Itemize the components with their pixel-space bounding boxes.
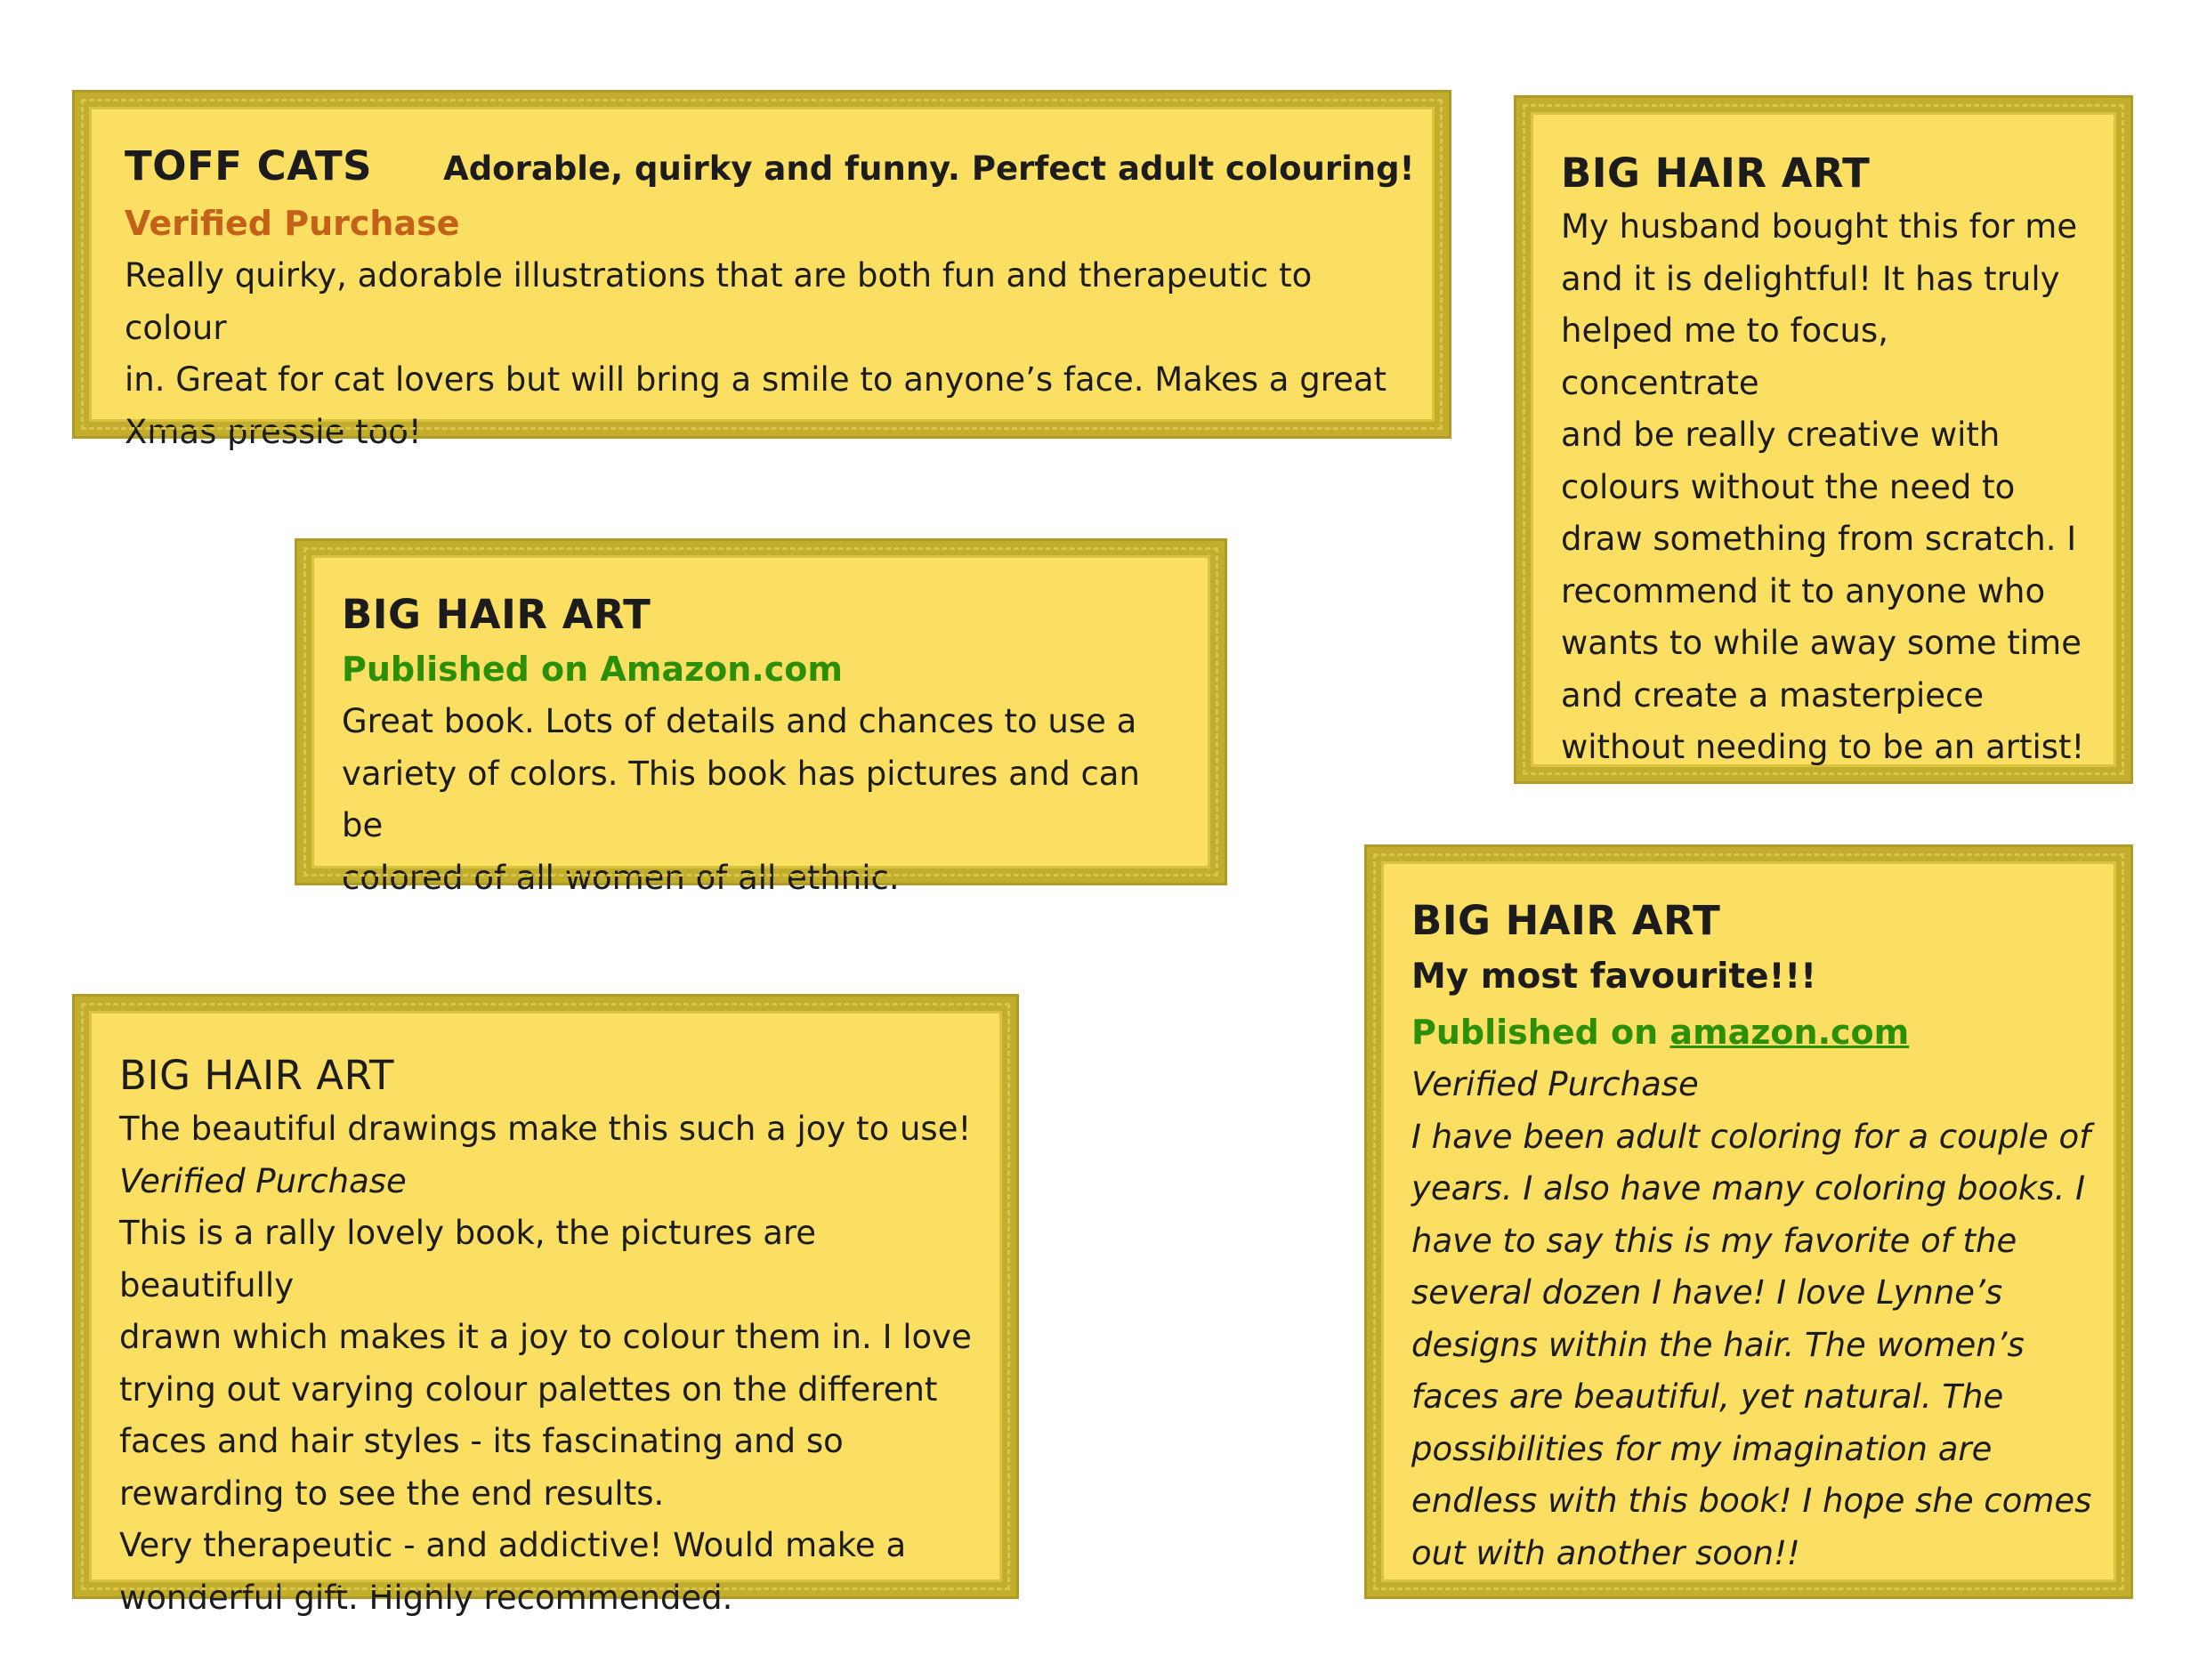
verified-purchase-label: Verified Purchase — [119, 1161, 407, 1200]
review-body — [1561, 201, 2095, 774]
review-line: recommend it to anyone who — [1561, 571, 2046, 610]
review-headline: Adorable, quirky and funny. Perfect adult colouring! — [443, 149, 1415, 188]
review-line: and it is delightful! It has truly — [1561, 259, 2060, 298]
review-line: Xmas pressie too! — [125, 412, 422, 451]
review-line: years. I also have many coloring books. I — [1411, 1169, 2086, 1208]
review-card-big-hair-art-bottom-left — [75, 997, 1016, 1617]
review-card-toff-cats — [75, 93, 1449, 451]
review-line: and create a masterpiece — [1561, 675, 1985, 715]
review-line: faces and hair styles - its fascinating and so — [119, 1422, 844, 1460]
review-line: wonderful gift. Highly recommended. — [119, 1578, 733, 1617]
review-card-big-hair-art-middle — [297, 541, 1225, 897]
review-title-row — [125, 139, 1415, 197]
review-product-title: BIG HAIR ART — [1561, 149, 1871, 197]
review-line: trying out varying colour palettes on the different — [119, 1369, 938, 1409]
review-line: draw something from scratch. I — [1561, 520, 2077, 558]
review-line: possibilities for my imagination are — [1411, 1429, 1993, 1468]
review-headline: The beautiful drawings make this such a joy to use! — [119, 1110, 972, 1148]
review-body — [119, 1208, 984, 1624]
review-line: drawn which makes it a joy to colour them in. I love — [119, 1318, 972, 1356]
amazon-link[interactable]: amazon.com — [1669, 1013, 1910, 1052]
review-line: several dozen I have! I love Lynne’s — [1411, 1273, 2003, 1312]
review-body — [342, 696, 1189, 904]
review-line: My husband bought this for me — [1561, 207, 2078, 246]
review-line: faces are beautiful, yet natural. The — [1411, 1377, 2004, 1416]
review-line: helped me to focus, concentrate — [1561, 311, 1888, 402]
review-headline: My most favourite!!! — [1411, 957, 1816, 997]
review-line: wants to while away some time — [1561, 624, 2082, 662]
review-body — [125, 250, 1399, 458]
review-line: Really quirky, adorable illustrations that are both fun and therapeutic to colour — [125, 256, 1313, 347]
review-line: variety of colors. This book has pictures and can be — [342, 754, 1140, 844]
review-line: Great book. Lots of details and chances to use a — [342, 702, 1137, 740]
review-line: I have been adult coloring for a couple of — [1411, 1117, 2091, 1156]
verified-purchase-label: Verified Purchase — [125, 204, 460, 243]
published-on-prefix: Published on — [1411, 1013, 1670, 1052]
review-product-title: BIG HAIR ART — [342, 591, 651, 638]
review-line: have to say this is my favorite of the — [1411, 1221, 2017, 1260]
review-line: This is a rally lovely book, the pictures are beautifully — [119, 1214, 817, 1304]
review-body — [1411, 1111, 2100, 1580]
review-line: endless with this book! I hope she comes — [1411, 1482, 2092, 1520]
verified-purchase-label: Verified Purchase — [1411, 1065, 1699, 1103]
review-line: and be really creative with — [1561, 416, 2001, 454]
review-line: Very therapeutic - and addictive! Would make a — [119, 1526, 907, 1564]
review-line: colours without the need to — [1561, 467, 2016, 506]
published-on-amazon-label: Published on Amazon.com — [342, 650, 844, 689]
review-line: out with another soon!! — [1411, 1533, 1800, 1572]
review-product-title: TOFF CATS — [125, 142, 373, 190]
review-card-big-hair-art-top-right — [1516, 98, 2130, 781]
review-line: designs within the hair. The women’s — [1411, 1325, 2025, 1364]
published-on-amazon-label — [1411, 1006, 2100, 1059]
review-line: in. Great for cat lovers but will bring a smile to anyone’s face. Makes a great — [125, 360, 1387, 399]
review-line: rewarding to see the end results. — [119, 1474, 665, 1513]
review-product-title: BIG HAIR ART — [1411, 897, 1721, 944]
review-card-big-hair-art-bottom-right — [1367, 847, 2130, 1596]
review-product-title: BIG HAIR ART — [119, 1052, 395, 1099]
review-line: colored of all women of all ethnic. — [342, 858, 900, 897]
review-line: without needing to be an artist! — [1561, 728, 2085, 766]
